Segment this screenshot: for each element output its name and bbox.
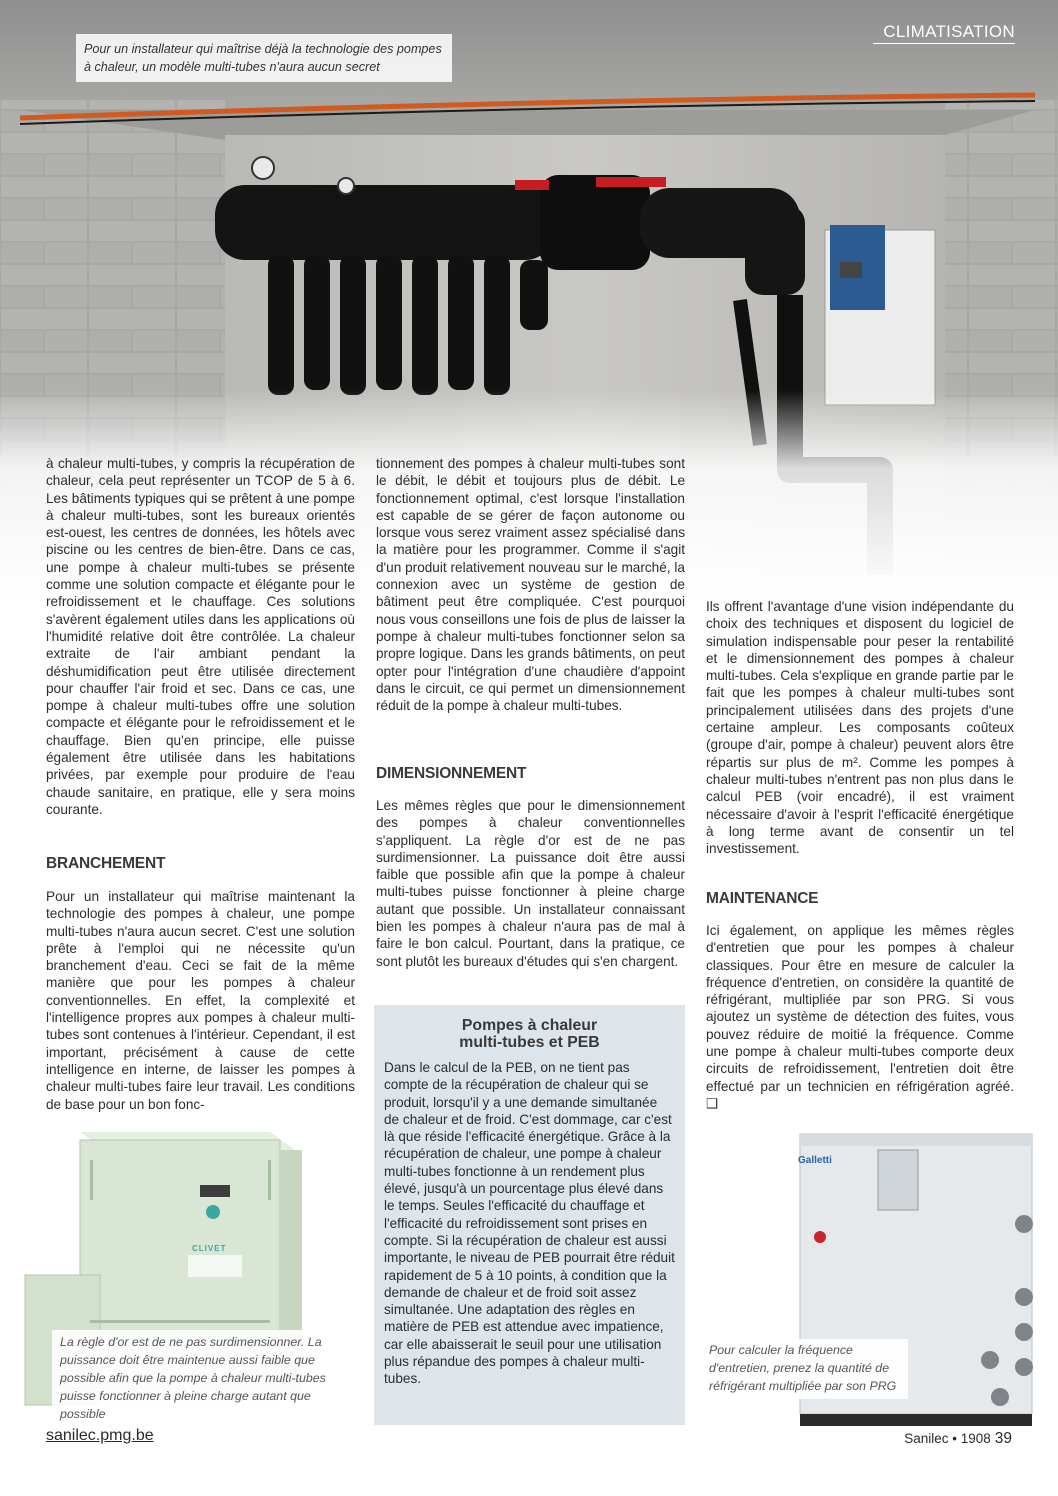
- section-heading: DIMENSIONNEMENT: [376, 765, 527, 782]
- paragraph: Ici également, on applique les mêmes règles d'entretien que pour les pompes à chaleur classiques. Pour être en mesure de calculer la fréquence d'entretien, on considère la quantité de réfrigérant, multipliée par son PRG. Si vous ajoutez un système de détection des fuites, vous pouvez réduire de moitié la fréquence. Comme une pompe à chaleur multi-tubes comporte deux circuits de refroidissement, l'entretien doit être effectué par un technicien en réfrigération agréé. ❑: [706, 923, 1014, 1111]
- right-image-caption: Pour calculer la fréquence d'entretien, prenez la quantité de réfrigérant multipliée par son PRG: [704, 1339, 908, 1399]
- sidebar-box: [374, 1005, 685, 1425]
- column-3: [706, 598, 1014, 857]
- section-heading: MAINTENANCE: [706, 890, 819, 907]
- sidebar-title: Pompes à chaleur multi-tubes et PEB: [459, 1017, 600, 1051]
- paragraph: Pour un installateur qui maîtrise maintenant la technologie des pompes à chaleur, une pompe multi-tubes n'aura aucun secret. C'est une solution prête à l'emploi qui ne nécessite qu'un branchement d'eau. Ceci se fait de la même manière que pour les pompes à chaleur conventionnelles. En effet, la complexité et l'intelligence propres aux pompes à chaleur multi-tubes sont contenues à l'intérieur. Cependant, il est important, précisément à cause de cette intelligence en interne, de laisser les pompes à chaleur multi-tubes faire leur travail. Les conditions de base pour un bon fonc-: [46, 889, 355, 1112]
- branchement-section: [46, 855, 355, 1113]
- paragraph: Ils offrent l'avantage d'une vision indépendante du choix des techniques et disposent du logiciel de simulation indispensable pour peser la rentabilité et le dimensionnement des pompes à chaleur multi-tubes. Cela s'explique en grande partie par le fait que les pompes à chaleur multi-tubes sont principalement utilisées dans des projets d'une certaine ampleur. Les composants coûteux (groupe d'air, pompe à chaleur) peuvent alors être répartis sur plus de m². Comme les pompes à chaleur multi-tubes n'entrent pas non plus dans le calcul PEB (voir encadré), il est vraiment nécessaire d'avoir à l'esprit l'efficacité énergétique à long terme avant de consentir un tel investissement.: [706, 599, 1014, 857]
- footer-website[interactable]: sanilec.pmg.be: [46, 1427, 154, 1444]
- section-label: CLIMATISATION: [873, 22, 1015, 44]
- sidebar-text: Dans le calcul de la PEB, on ne tient pas compte de la récupération de chaleur qui se produit, lorsqu'il y a une demande simultanée de chaleur et de froid. C'est dommage, car c'est là que réside l'efficacité énergétique. Grâce à la récupération de chaleur, une pompe à chaleur multi-tubes fonctionne à un rendement plus élevé, jusqu'à un pourcentage plus élevé dans le temps. Seules l'efficacité du chauffage et l'efficacité du refroidissement sont prises en compte. Si la récupération de chaleur est aussi importante, le niveau de PEB pourrait être réduit rapidement de 5 à 10 points, à condition que la demande de chaleur et de froid soit assez simultanée. Une adaptation des règles en matière de PEB est attendue avec impatience, car elle abaisserait le seuil pour une utilisation plus répandue des pompes à chaleur multi-tubes.: [384, 1060, 675, 1387]
- dimensionnement-section: [376, 765, 685, 970]
- paragraph: tionnement des pompes à chaleur multi-tubes sont le débit, le débit et toujours plus de débit. Le fonctionnement optimal, c'est lorsque l'installation est capable de se gérer de façon autonome ou lorsque vous serez vraiment assez spécialisé dans la matière pour les programmer. Comme il s'agit d'un produit relativement nouveau sur le marché, la connexion avec un système de gestion de bâtiment peut être compliquée. C'est pourquoi nous vous conseillons une fois de plus de laisser la pompe à chaleur multi-tubes fonctionner selon sa propre logique. Dans les grands bâtiments, on peut opter pour l'intégration d'une chaudière d'appoint dans le circuit, ce qui permet un dimensionnement réduit de la pompe à chaleur multi-tubes.: [376, 456, 685, 714]
- section-heading: BRANCHEMENT: [46, 855, 166, 872]
- column-2: [376, 455, 685, 714]
- column-1: [46, 455, 355, 818]
- page-number: 39: [994, 1430, 1012, 1447]
- maintenance-section: [706, 890, 1014, 1112]
- footer-issue: [904, 1430, 1012, 1448]
- paragraph: Les mêmes règles que pour le dimensionnement des pompes à chaleur conventionnelles s'appliquent. La règle d'or est de ne pas surdimensionner. La puissance doit être aussi faible que possible afin que la pompe à chaleur multi-tubes puisse fonctionner à pleine charge autant que possible. Un installateur connaissant bien les pompes à chaleur n'aura pas de mal à faire le bon calcul. Pourtant, dans la pratique, ce sont plutôt les bureaux d'études qui s'en chargent.: [376, 798, 685, 969]
- photo-caption: Pour un installateur qui maîtrise déjà la technologie des pompes à chaleur, un modèle multi-tubes n'aura aucun secret: [76, 34, 452, 82]
- paragraph: à chaleur multi-tubes, y compris la récupération de chaleur, cela peut représenter un TCOP de 5 à 6. Les bâtiments typiques qui se prêtent à une pompe à chaleur multi-tubes, sont les bureaux orientés est-ouest, les centres de données, les hôtels avec piscine ou les centres de bien-être. Dans ce cas, une pompe à chaleur multi-tubes se présente comme une solution compacte et élégante pour le refroidissement et le chauffage. Ces solutions s'avèrent également utiles dans les applications où l'humidité relative doit être contrôlée. La chaleur extraite de l'air ambiant pendant la déshumidification peut être utilisée directement pour chauffer l'air froid et sec. Dans ce cas, une pompe à chaleur multi-tubes offre une solution compacte et élégante pour le refroidissement et le chauffage. Bien qu'en principe, elle puisse également être utilisée dans les habitations privées, par exemple pour produire de l'eau chaude sanitaire, en pratique, elle y sera moins courante.: [46, 456, 355, 817]
- left-image-caption: La règle d'or est de ne pas surdimensionner. La puissance doit être maintenue aussi faible que possible afin que la pompe à chaleur multi-tubes puisse fonctionner à pleine charge autant que possible: [52, 1330, 347, 1412]
- issue-label: Sanilec • 1908: [904, 1431, 991, 1446]
- brand-logo-clivet: CLIVET: [192, 1244, 227, 1253]
- brand-logo-galletti: Galletti: [798, 1155, 832, 1166]
